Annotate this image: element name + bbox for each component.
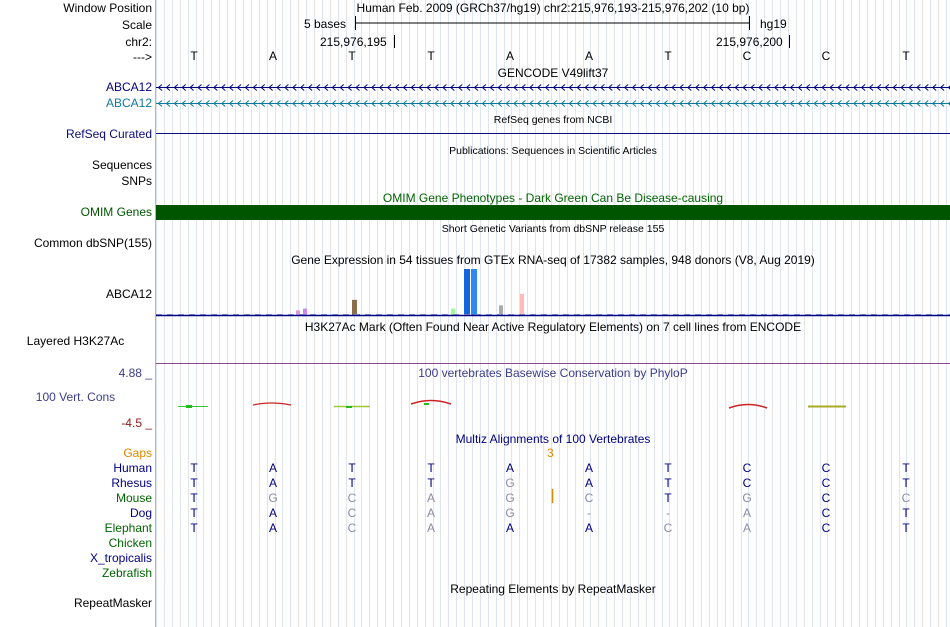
reference-base: T (348, 49, 356, 63)
track-image-panel[interactable] (156, 0, 950, 627)
elephant-base: A (742, 521, 751, 535)
label-chromosome: chr2: (125, 35, 152, 49)
human-base: A (505, 461, 514, 475)
label-elephant[interactable]: Elephant (104, 521, 152, 535)
scale-bar-text: 5 bases (304, 17, 347, 31)
track-labels-panel (0, 0, 155, 627)
label-chicken[interactable]: Chicken (108, 536, 152, 550)
human-base: C (742, 461, 752, 475)
mouse-base: G (505, 491, 515, 505)
rhesus-base: T (348, 476, 356, 490)
mouse-base: G (742, 491, 752, 505)
label-refseq-curated[interactable]: RefSeq Curated (65, 127, 152, 141)
human-base: A (268, 461, 277, 475)
coordinate-left: 215,976,195 (320, 35, 387, 49)
mouse-base: T (190, 491, 198, 505)
rhesus-base: T (664, 476, 672, 490)
label-zebrafish[interactable]: Zebrafish (101, 566, 152, 580)
label-x-tropicalis[interactable]: X_tropicalis (89, 551, 152, 565)
elephant-base: T (902, 521, 910, 535)
gap-count: 3 (547, 446, 554, 460)
reference-base: C (821, 49, 831, 63)
label-gencode-abca12-1[interactable]: ABCA12 (105, 80, 152, 94)
omim-track-title: OMIM Gene Phenotypes - Dark Green Can Be Disease-causing (382, 191, 724, 205)
rhesus-base: T (190, 476, 198, 490)
phylop-track-title: 100 vertebrates Basewise Conservation by PhyloP (418, 366, 688, 380)
human-base: T (902, 461, 910, 475)
dog-base: G (505, 506, 515, 520)
label-window-position: Window Position (63, 1, 152, 15)
reference-base: T (190, 49, 198, 63)
rhesus-base: C (821, 476, 831, 490)
label-snps[interactable]: SNPs (121, 174, 152, 188)
window-position-text: Human Feb. 2009 (GRCh37/hg19) chr2:215,976,193-215,976,202 (10 bp) (356, 1, 750, 15)
dog-base: T (190, 506, 198, 520)
refseq-track-title: RefSeq genes from NCBI (493, 114, 613, 126)
elephant-base: C (347, 521, 357, 535)
elephant-base: C (821, 521, 831, 535)
label-omim-genes[interactable]: OMIM Genes (80, 205, 152, 219)
assembly-label: hg19 (760, 17, 787, 31)
elephant-base: C (663, 521, 673, 535)
dog-base: T (902, 506, 910, 520)
multiz-track-title: Multiz Alignments of 100 Vertebrates (455, 432, 651, 446)
dog-base: - (587, 506, 591, 520)
human-base: A (584, 461, 593, 475)
human-base: T (190, 461, 198, 475)
label-gtex-abca12[interactable]: ABCA12 (105, 287, 152, 301)
rhesus-base: T (902, 476, 910, 490)
label-cons-min: -4.5 _ (121, 416, 152, 430)
elephant-base: A (584, 521, 593, 535)
dog-base: - (666, 506, 670, 520)
dog-base: C (347, 506, 357, 520)
publications-track-title: Publications: Sequences in Scientific Articles (449, 145, 657, 157)
mouse-base: C (901, 491, 911, 505)
elephant-base: A (426, 521, 435, 535)
h3k27ac-track-title: H3K27Ac Mark (Often Found Near Active Regulatory Elements) on 7 cell lines from ENCODE (304, 320, 802, 334)
human-base: T (348, 461, 356, 475)
label-repeatmasker[interactable]: RepeatMasker (73, 596, 152, 610)
human-base: T (427, 461, 435, 475)
rhesus-base: G (505, 476, 515, 490)
human-base: T (664, 461, 672, 475)
gtex-track-title: Gene Expression in 54 tissues from GTEx RNA-seq of 17382 samples, 948 donors (V8, Aug 2019) (291, 253, 815, 267)
reference-base: T (902, 49, 910, 63)
label-100-vert-cons[interactable]: 100 Vert. Cons (35, 390, 116, 404)
mouse-base: T (664, 491, 672, 505)
mouse-base: G (268, 491, 278, 505)
label-dog[interactable]: Dog (129, 506, 152, 520)
mouse-base: C (821, 491, 831, 505)
label-gencode-abca12-2[interactable]: ABCA12 (105, 96, 152, 110)
elephant-base: A (505, 521, 514, 535)
mouse-base: C (347, 491, 357, 505)
label-common-dbsnp[interactable]: Common dbSNP(155) (33, 236, 152, 250)
gencode-track-title: GENCODE V49lift37 (497, 66, 609, 80)
reference-base: T (427, 49, 435, 63)
rhesus-base: T (427, 476, 435, 490)
label-gaps[interactable]: Gaps (123, 446, 152, 460)
rhesus-base: C (742, 476, 752, 490)
reference-base: A (505, 49, 514, 63)
elephant-base: T (190, 521, 198, 535)
label-scale: Scale (121, 18, 152, 32)
dog-base: A (268, 506, 277, 520)
rhesus-base: A (584, 476, 593, 490)
reference-base: A (268, 49, 277, 63)
human-base: C (821, 461, 831, 475)
label-cons-max: 4.88 _ (118, 366, 152, 380)
dog-base: A (426, 506, 435, 520)
elephant-base: A (268, 521, 277, 535)
reference-base: T (664, 49, 672, 63)
reference-base: A (584, 49, 593, 63)
label-mouse[interactable]: Mouse (115, 491, 152, 505)
repeatmasker-track-title: Repeating Elements by RepeatMasker (450, 582, 656, 596)
rhesus-base: A (268, 476, 277, 490)
label-layered-h3k27ac[interactable]: Layered H3K27Ac (26, 334, 125, 348)
coordinate-right: 215,976,200 (716, 35, 783, 49)
label-strand-arrow: ---> (133, 50, 152, 64)
reference-base: C (742, 49, 752, 63)
label-publications-sequences[interactable]: Sequences (91, 158, 152, 172)
label-rhesus[interactable]: Rhesus (111, 476, 152, 490)
mouse-base: C (584, 491, 594, 505)
label-human[interactable]: Human (113, 461, 152, 475)
mouse-base: A (426, 491, 435, 505)
gap-marker (156, 0, 950, 510)
dog-base: A (742, 506, 751, 520)
dog-base: C (821, 506, 831, 520)
dbsnp-track-title: Short Genetic Variants from dbSNP release 155 (441, 223, 665, 235)
